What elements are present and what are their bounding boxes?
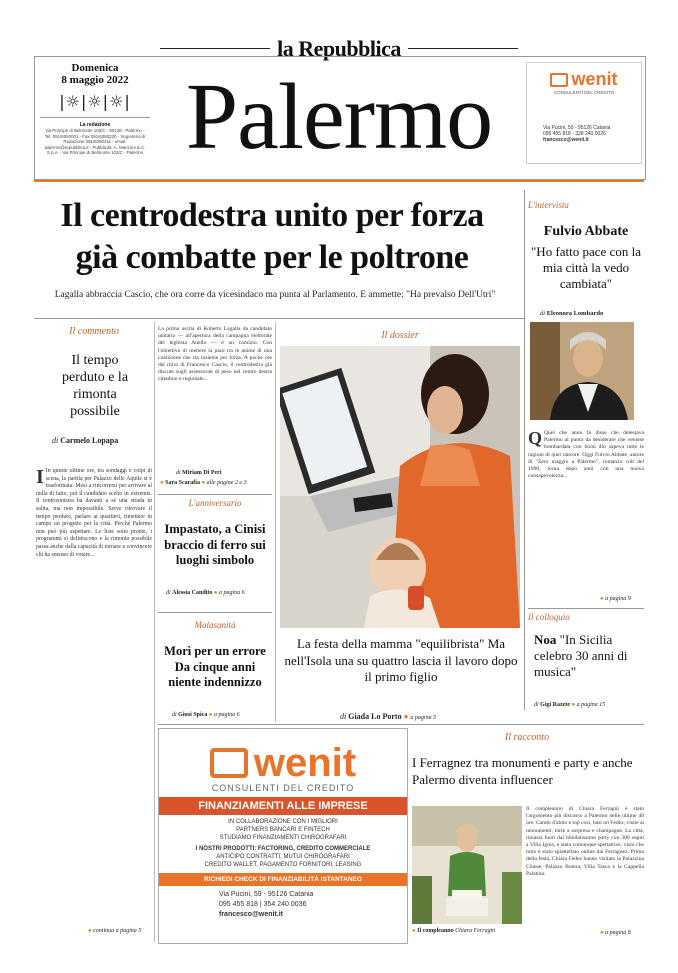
logo-icon bbox=[550, 73, 568, 87]
contacts-heading: La redazione bbox=[79, 122, 111, 128]
lead-headline-1: Il centrodestra unito per forza bbox=[60, 197, 484, 234]
colloquio-headline: Noa "In Sicilia celebro 30 anni di musica" bbox=[534, 632, 628, 679]
ad-address: Via Pucini, 59 - 95126 Catania bbox=[219, 891, 314, 898]
ad-brand: wenit bbox=[253, 741, 357, 785]
drop-cap: Q bbox=[528, 430, 543, 448]
ferragnez-headline: I Ferragnez tra monumenti e party e anche Palermo diventa influencer bbox=[412, 755, 633, 787]
logo-icon bbox=[210, 748, 248, 778]
ad-line-4: I NOSTRI PRODOTTI: FACTORING, CREDITO COMMERCIALE bbox=[195, 846, 371, 852]
dossier-headline: La festa della mamma "equilibrista" Ma nell'Isola una su quattro lascia il lavoro dopo il primo figlio bbox=[284, 636, 518, 684]
ferragnez-body: Il compleanno di Chiara Ferragni è stato l'argomento più discusso a Palermo nelle ultime 48 ore. Cambi d'abito e top così, bast on Fedez, visite ai monumenti, torte a sorpresa e champagne. La città, rimasta fuori dal blindatissimo party con 300 ospiti a Villa Igiea, è stata comunque spettatrice, visto che tutto è stato spiattellato online dai Ferragnez. Prima della festa, Chiara Fedez hanno visitato la Palazzina Cinese, Palazzo Butera, Villa Tasca e la Cappella Palatina. bbox=[526, 806, 644, 877]
ad-brand: wenit bbox=[571, 69, 618, 89]
brand-name: la Repubblica bbox=[277, 36, 401, 61]
anniversary-byline: di Alessia Candito ● a pagina 6 bbox=[166, 590, 245, 596]
sun-cloud-icon: ☼| bbox=[87, 92, 110, 111]
dossier-photo bbox=[280, 346, 520, 628]
health-tag: Malasanità bbox=[194, 620, 236, 630]
ad-phone: 095 455 818 | 354 240 0036 bbox=[219, 901, 307, 908]
date: 8 maggio 2022 bbox=[61, 74, 129, 86]
interview-quote: "Ho fatto pace con la mia città la vedo cambiata" bbox=[531, 244, 641, 291]
ferragnez-tag: Il racconto bbox=[504, 732, 550, 743]
ad-subtitle: CONSULENTI DEL CREDITO bbox=[553, 90, 615, 95]
ad-line-1: IN COLLABORAZIONE CON I MIGLIORI bbox=[228, 819, 338, 825]
ad-banner: FINANZIAMENTI ALLE IMPRESE bbox=[159, 797, 407, 815]
interview-body: Q Quel che anno fa disse che detestava Palermo al punto da desiderare che venisse bombardata con buon dio sapeva tutte le ragioni di quel rancore. Oggi Fulvio Abbate, autore di "Zero maggio a Palermo", romanzo cult del 1990, torna dopo anni con una nuova consapevolezza... bbox=[528, 430, 644, 480]
interview-page: ● a pagina 9 bbox=[600, 596, 631, 602]
anniversary-headline: Impastato, a Cinisi braccio di ferro sui luoghi simbolo bbox=[164, 522, 266, 567]
dossier-tag: Il dossier bbox=[381, 330, 419, 341]
contacts-text: via Principe di Belmonte 103/C - 90139 - Palermo - Tel. 091/6050001 - Fax 091/6050220 - Segreteria di Redazione 091/6050211 - email: palermo@repubblica.it - Pubblicità: A. Manzoni & C. S.p.A. - via Principe di Belmonte 103/C - Palermo bbox=[44, 128, 146, 156]
ad-line-3: STUDIAMO FINANZIAMENTI CHIROGRAFARI bbox=[219, 835, 347, 841]
column-body: I In queste ultime ore, tra sondaggi e colpi di scena, la partita per Palazzo delle Aquile si è trasformata. Mesi a rincorrersi per arrivare al nulla di fatto, poi il candidato scelto in extremis. Il centrosinistra ha davanti a sé una strada in salita, ma non impossibile. Serve ritrovare il tempo perduto, parlare ai quartieri, rimettere in campo un progetto per la città. Perché Palermo non può più aspettare. Le liste sono pronte, i programmi si definiscono e la rimonta possibile passa anche dalla capacità di tornare a convincere chi ha smesso di votare... bbox=[36, 468, 152, 558]
date-box bbox=[36, 60, 154, 178]
ad-email: francesco@wenit.it bbox=[543, 137, 589, 143]
ad-cta[interactable]: RICHIEDI CHECK DI FINANZIABILITÀ ISTANTANEO bbox=[159, 873, 407, 886]
interview-photo bbox=[530, 322, 634, 420]
anniversary-tag: L'anniversario bbox=[188, 498, 242, 508]
column-byline: di Carmelo Lopapa bbox=[52, 436, 119, 445]
dossier-byline: di Giada Lo Porto ● a pagina 5 bbox=[340, 712, 437, 721]
ad-line-5: ANTICIPO CONTRATTI, MUTUI CHIROGRAFARI bbox=[216, 854, 350, 860]
colloquio-tag: Il colloquio bbox=[528, 612, 570, 622]
city-title: Palermo bbox=[185, 65, 493, 169]
ad-phone: 095 455 818 - 328 240 0026 bbox=[543, 131, 606, 137]
health-headline: Morì per un errore Da cinque anni niente indennizzo bbox=[164, 644, 266, 689]
ferragnez-photo bbox=[412, 806, 522, 924]
ferragnez-page: ● a pagina 8 bbox=[600, 930, 631, 936]
sun-cloud-icon: ☼| bbox=[109, 92, 131, 111]
health-byline: di Giusi Spica ● a pagina 6 bbox=[172, 712, 240, 718]
lead-headline-2: già combatte per le poltrone bbox=[75, 239, 469, 276]
ad-address: Via Pucini, 59 - 95126 Catania bbox=[543, 125, 611, 131]
column-page: ● continua a pagina 5 bbox=[88, 928, 142, 934]
lead-byline: di Miriam Di Peri bbox=[176, 470, 222, 476]
interview-name: Fulvio Abbate bbox=[543, 224, 629, 239]
top-advertisement[interactable] bbox=[526, 62, 642, 164]
interview-tag: L'intervista bbox=[528, 200, 569, 210]
lead-subhead: Lagalla abbraccia Cascio, che ora corre da vicesindaco ma punta al Parlamento. E ammette: "Ha prevalso Dell'Utri" bbox=[54, 290, 496, 300]
lead-body: La prima uscita di Roberto Lagalla da candidato unitario — all'apertura della campagna elettorale del leghista Anello — è un comizio. Con l'obiettivo di mettere la pace tra le anime di una coalizione che sta insieme per forza. A poche ore dal ritiro di Francesco Cascio, il centrodestra già discute sugli assessorati di peso nel centro destra cittadino e regionale... bbox=[158, 326, 272, 383]
ad-subtitle: CONSULENTI DEL CREDITO bbox=[211, 783, 355, 793]
drop-cap: I bbox=[36, 468, 44, 488]
ad-email: francesco@wenit.it bbox=[219, 911, 284, 918]
colloquio-byline: di Gigi Razete ● a pagina 15 bbox=[534, 702, 606, 708]
column-title: Il tempo perduto e la rimonta possibile bbox=[61, 353, 129, 419]
column-tag: Il commento bbox=[69, 326, 119, 337]
sun-cloud-icon: |☼| bbox=[59, 92, 88, 111]
ferragnez-caption: ● Il compleanno Chiara Ferragni bbox=[412, 928, 496, 934]
interview-byline: di Eleonora Lombardo bbox=[540, 310, 604, 317]
ad-line-6: CREDITO WALLET, PAGAMENTO FORNITORI, LEASING bbox=[204, 862, 362, 868]
weekday: Domenica bbox=[71, 62, 119, 74]
bottom-advertisement[interactable] bbox=[158, 728, 408, 944]
ad-line-2: PARTNERS BANCARI E FINTECH bbox=[236, 827, 330, 833]
lead-byline-2: ● Sara Scarafia ● alle pagine 2 e 3 bbox=[160, 480, 247, 486]
weather-row bbox=[36, 92, 154, 111]
